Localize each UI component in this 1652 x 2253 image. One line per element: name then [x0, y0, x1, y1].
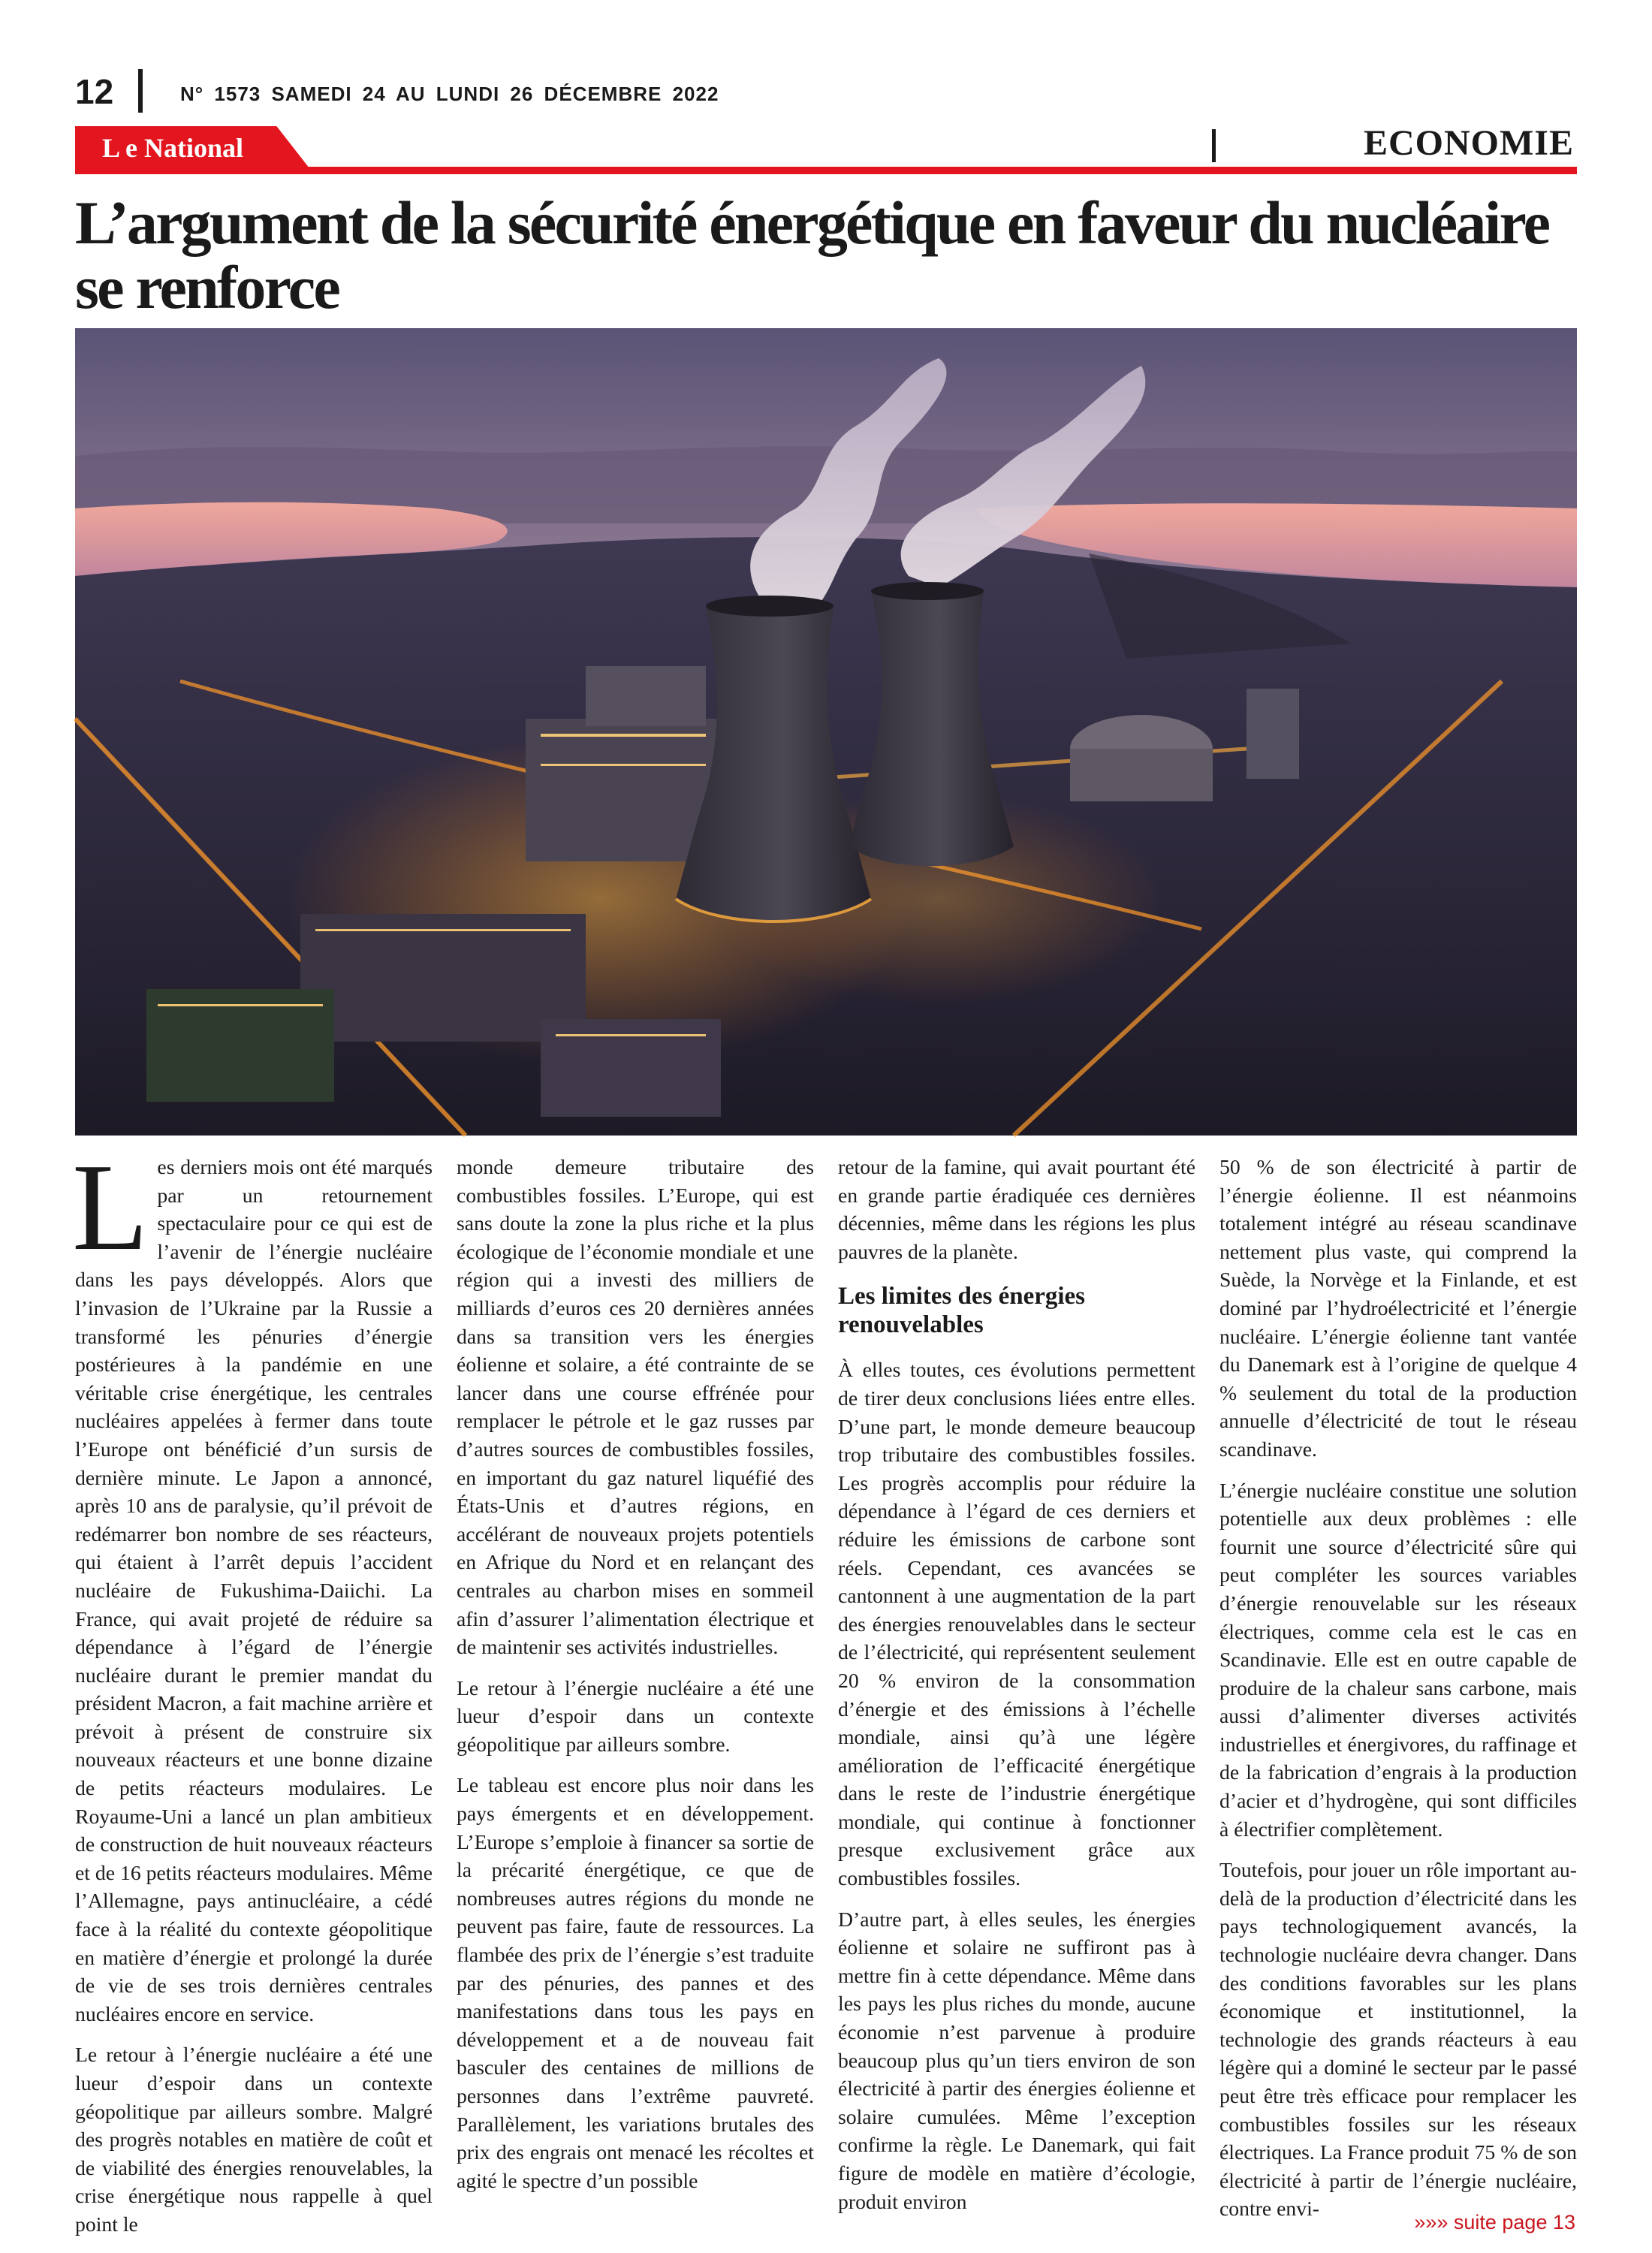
folio-separator [138, 69, 143, 113]
article-paragraph: Toutefois, pour jouer un rôle important au-delà de la production d’électricité dans les pays technologiquement avancés, la technologie nucléaire devra changer. Dans des conditions favorables sur les plans économique et institutionnel, la technologie des grands réacteurs à eau légère qui a dominé le secteur par le passé peut être très efficace pour remplacer les combustibles fossiles sur les réseaux électriques. La France produit 75 % de son électricité à partir de l’énergie nucléaire, contre envi- [1219, 1858, 1577, 2221]
page-number: 12 [75, 72, 114, 111]
lead-text: es derniers mois ont été marqués par un retournement spectaculaire pour ce qui est de l’avenir de l’énergie nucléaire dans les pays développés. Alors que l’invasion de l’Ukraine par la Russie a transformé les pénuries d’énergie postérieures à la pandémie en une véritable crise énergétique, les centrales nucléaires appelées à fermer dans toute l’Europe ont bénéficié d’un sursis de dernière minute. Le Japon a annoncé, après 10 ans de paralysie, qu’il prévoit de redémarrer bon nombre de ses réacteurs, qui étaient à l’arrêt depuis l’accident nucléaire de Fukushima-Daiichi. La France, qui avait projeté de réduire sa dépendance à l’égard de l’énergie nucléaire durant le premier mandat du président Macron, a fait machine arrière et prévoit à présent de construire six nouveaux réacteurs et une bonne dizaine de petits réacteurs modulaires. Le Royaume-Uni a lancé un plan ambitieux de construction de huit nouveaux réacteurs et de 16 petits réacteurs modulaires. Même l’Allemagne, pays antinucléaire, a cédé face à la réalité du contexte géopolitique en matière d’énergie et prolongé la durée de vie de ses trois dernières centrales nucléaires encore en service. [75, 1155, 433, 2025]
issue-date-line: N° 1573 SAMEDI 24 AU LUNDI 26 DÉCEMBRE 2022 [180, 83, 719, 105]
article-paragraph: Le retour à l’énergie nucléaire a été une lueur d’espoir dans un contexte géopolitique par ailleurs sombre. Malgré des progrès notables en matière de coût et de viabilité des énergies renouvelables, la crise énergétique nous rappelle à quel point le [75, 2043, 433, 2236]
article-paragraph: L’énergie nucléaire constitue une solution potentielle aux deux problèmes : elle fournit une source d’électricité sûre qui peut compléter les sources variables d’énergie renouvelable sur les réseaux électriques, comme cela est le cas en Scandinavie. Elle est en outre capable de produire de la chaleur sans carbone, mais aussi d’alimenter diverses activités industrielles et énergivores, du raffinage et de la fabrication d’engrais à la production d’acier et d’hydrogène, qui sont difficiles à électrifier complètement. [1219, 1478, 1577, 1841]
article-column-3 [838, 1153, 1195, 2213]
continued-on-page-link[interactable]: »»» suite page 13 [1414, 2211, 1575, 2233]
article-column-1 [72, 1138, 433, 2236]
article-column-4 [1219, 1153, 1577, 2221]
article-paragraph: retour de la famine, qui avait pourtant été en grande partie éradiquée ces dernières décennies, même dans les régions les plus pauvres de la planète. [838, 1155, 1195, 1263]
article-paragraph: Le tableau est encore plus noir dans les pays émergents et en développement. L’Europe s’emploie à financer sa sortie de la précarité énergétique, ce que de nombreuses autres régions du monde ne peuvent pas faire, faute de ressources. La flambée des prix de l’énergie s’est traduite par des pénuries, des pannes et des manifestations dans tous les pays en développement et a de nouveau fait basculer des centaines de millions de personnes dans l’extrême pauvreté. Parallèlement, les variations brutales des prix des engrais ont menacé les récoltes et agité le spectre d’un possible [457, 1773, 814, 2192]
publication-name: L e National [102, 133, 244, 163]
nuclear-plant-illustration [75, 328, 1577, 1136]
article-column-2 [457, 1153, 814, 2192]
section-title: ECONOMIE [1363, 123, 1574, 163]
article-paragraph: monde demeure tributaire des combustibles fossiles. L’Europe, qui est sans doute la zone la plus riche et la plus écologique de l’économie mondiale et une région qui a investi des milliers de milliards d’euros ces 20 dernières années dans sa transition vers les énergies éolienne et solaire, a été contrainte de se lancer dans une course effrénée pour remplacer le pétrole et le gaz russes par d’autres sources de combustibles fossiles, en important du gaz naturel liquéfié des États-Unis et d’autres régions, en accélérant de nouveaux projets potentiels en Afrique du Nord et en relançant des centrales au charbon mises en sommeil afin d’assurer l’alimentation électrique et de maintenir ses activités industrielles. [457, 1155, 814, 1659]
article-paragraph: D’autre part, à elles seules, les énergies éolienne et solaire ne suffiront pas à mettre fin à cette dépendance. Même dans les pays les plus riches du monde, aucune économie n’est parvenue à produire beaucoup plus qu’un tiers environ de son électricité à partir des énergies éolienne et solaire cumulées. Même l’exception confirme la règle. Le Danemark, qui fait figure de modèle en matière d’écologie, produit environ [838, 1907, 1195, 2213]
article-paragraph [72, 1138, 433, 2028]
section-rule [75, 167, 1577, 174]
article-paragraph: Le retour à l’énergie nucléaire a été une lueur d’espoir dans un contexte géopolitique par ailleurs sombre. [457, 1675, 814, 1756]
article-subheading: Les limites des énergies renouvelables [838, 1283, 1086, 1339]
article-paragraph: 50 % de son électricité à partir de l’énergie éolienne. Il est néanmoins totalement intégré au réseau scandinave nettement plus vaste, qui comprend la Suède, la Norvège et la Finlande, et est dominé par l’hydroélectricité et l’énergie nucléaire. L’énergie éolienne tant vantée du Danemark est à l’origine de quelque 4 % seulement du total de la production annuelle d’électricité de tout le réseau scandinave. [1219, 1155, 1577, 1461]
drop-cap: L [72, 1138, 149, 1276]
article-photo [75, 328, 1577, 1136]
article-headline: L’argument de la sécurité énergétique en faveur du nucléaire se renforce [75, 189, 1549, 321]
section-separator [1212, 129, 1216, 162]
article-paragraph: À elles toutes, ces évolutions permettent de tirer deux conclusions liées entre elles. D’une part, le monde demeure beaucoup trop tributaire des combustibles fossiles. Les progrès accomplis pour réduire la dépendance à l’égard de ces derniers et réduire les émissions de carbone sont réels. Cependant, ces avancées se cantonnent à une augmentation de la part des énergies renouvelables dans le secteur de l’électricité, qui représentent seulement 20 % environ de la consommation d’énergie et des émissions à l’échelle mondiale, ainsi qu’à une légère amélioration de l’efficacité énergétique dans le reste de l’industrie énergétique mondiale, qui continue à fonctionner presque exclusivement grâce aux combustibles fossiles. [838, 1358, 1195, 1890]
